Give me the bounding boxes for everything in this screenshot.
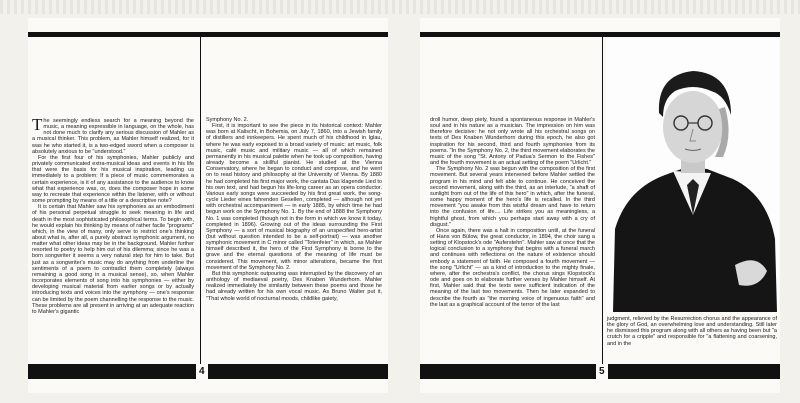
paragraph: For the first four of his symphonies, Mahler publicly and privately communicated extra-musical ideas and events in his life that were the basis for his musical inspiration, leading us immediately to a problem: If a piece of music commemorates a certain experience, is it of any assistance to the audience to know what that experience was, or, does the composer hope in some way to recreate that experience within the listener, with or without some prompting by means of a title or a descriptive note? xyxy=(32,154,194,205)
right-column-1 xyxy=(430,117,595,308)
top-rule xyxy=(420,32,780,37)
column-divider xyxy=(200,37,201,364)
paragraph: First, it is important to see the piece in its historical context: Mahler was born at Kalischt, in Bohemia, on July 7, 1860, into a Jewish family of distillers and innkeepers. He spent much of his childhood in Iglau, where he was early exposed to a broad variety of music: art music, folk music, café music and military music — all of which remained permanently in his musical palette when he took up composition, having already become a skillful pianist. He studied at the Vienna Conservatory, where he began to conduct and compose, and he went on to read history and philosophy at the University of Vienna. By 1880 he had completed his first major work, the cantata Das klagende Lied to his own text, and had begun his life-long career as an opera conductor. Various early songs were succeeded by his first great work, the song-cycle Lieder eines fahrenden Gesellen, completed — although not yet with orchestral accompaniment — in early 1885, by which time he had begun work on the Symphony No. 1. By the end of 1888 the Symphony No. 1 was completed (though not in the form in which we know it today, completed in 1896). Growing out of the ideas surrounding the First Symphony — a sort of musical biography of an unspecified hero-artist (but without question intended to be a self-portrait) — was another symphonic movement in C minor called "Totenfeier" in which, as Mahler himself described it, the hero of the First Symphony is borne to the grave and the eternal questions of the meaning of life must be considered. This movement, with minor alterations, became the first movement of the Symphony No. 2. xyxy=(206,123,382,271)
mahler-portrait-image xyxy=(607,39,779,312)
drop-cap: T xyxy=(32,115,43,134)
paragraph: The seemingly endless search for a meaning beyond the music, a meaning expressible in language, on the whole, has not done much to clarify any serious discussion of Mahler as a musical thinker. This problem, as Mahler himself realized, for it was he who started it, is a two-edged sword when a composer is absolutely anxious to be "understood." xyxy=(32,115,194,155)
paragraph: Symphony No. 2. xyxy=(206,117,249,123)
paragraph: judgment, relieved by the Resurrection chorus and the appearance of the glory of God, an overwhelming love and understanding. Still later he dismissed this program along with all others as having been but "a crutch for a cripple" and responsible for "a flattening and coarsening, and in the xyxy=(607,316,777,347)
paragraph: Once again, there was a halt in composition until, at the funeral of Hans von Bülow, the great conductor, in 1894, the choir sang a setting of Klopstock's ode "Auferstehn". Mahler saw at once that the logical conclusion to a symphony that begins with a funeral march and continues with reflections on the nature of existence should embody a statement of faith. He composed a fourth movement — the song "Urlicht" — as a kind of introduction to the mighty finale, where, after the orchestra's conflict, the chorus sings Klopstock's ode and goes on to elaborate further verses by Mahler himself. At first, Mahler said that the texts were sufficient indication of the meaning of the last two movements. Then he later expanded to describe the fourth as "the morning voice of ingenuous faith" and the last as a graphical account of the terror of the last xyxy=(430,227,595,308)
left-page xyxy=(28,18,388,393)
page-number: 5 xyxy=(596,364,608,379)
right-page xyxy=(420,18,780,393)
column-divider xyxy=(602,37,603,364)
page-number: 4 xyxy=(196,364,208,379)
paragraph: The Symphony No. 2 was begun with the composition of the first movement. But several years intervened before Mahler settled the program in his mind and felt able to continue. He conceived the second movement, along with the third, as an interlude, "a shaft of sunlight from out of the life of this hero" in which, after the funeral, some happy moment of the hero's life is recalled. In the third movement "you awake from this wistful dream and have to return into the confusion of life.... Life strikes you as meaningless, a frightful ghost, from which you perhaps start away with a cry of disgust." xyxy=(430,166,595,228)
paragraph: But this symphonic outpouring was interrupted by the discovery of an anthology of mediaeval poetry, Des Knaben Wunderhorn. Mahler realized immediately the similarity between these poems and those he had already written for his own vocal music. As Bruno Walter put it, "That whole world of nocturnal moods, childlike gaiety, xyxy=(206,270,382,302)
header-strip xyxy=(0,0,800,14)
portrait-photo xyxy=(607,39,779,312)
bottom-rule xyxy=(28,364,388,379)
paragraph: droll humor, deep piety, found a spontaneous response in Mahler's soul and in his nature as a musician. The impression on him was therefore decisive: he not only wrote all his orchestral songs on texts of Des Knaben Wunderhorn during this epoch, he also got inspiration for his second, third and fourth symphonies from its poems. "In the Symphony No. 2, the third movement elaborates the music of the song "St. Antony of Padua's Sermon to the Fishes" and the fourth movement is an actual setting of the poem "Urlicht." xyxy=(430,117,595,167)
paragraph: It is certain that Mahler saw his symphonies as an embodiment of his personal perpetual struggle to seek meaning in life and death in the most sophisticated philosophical terms. To begin with, he would explain his thinking by means of rather facile "programs" which, in the view of many, only serve to restrict one's thinking about what is, after all, a purely abstract symphonic argument, no matter what other ideas may be in the background. Mahler further resorted to poetry to help him out of his dilemma; since he was a born songwriter it seems a very natural step for him to take. But just as a songwriter's music may do anything from underline the sentiments of a poem to contradict them completely (always remaining a good song in a musical sense), so, when Mahler incorporates elements of song into his symphonies — either by developing musical material from earlier songs or by actually introducing texts and voices into the symphony — one's response can be limited by the poem channelling the response to the music. These problems are all present in arriving at an adequate reaction to Mahler's gigantic xyxy=(32,204,194,315)
right-column-2 xyxy=(607,316,777,347)
left-column-2 xyxy=(206,117,382,302)
left-column-1 xyxy=(32,115,194,315)
top-rule xyxy=(28,32,388,37)
